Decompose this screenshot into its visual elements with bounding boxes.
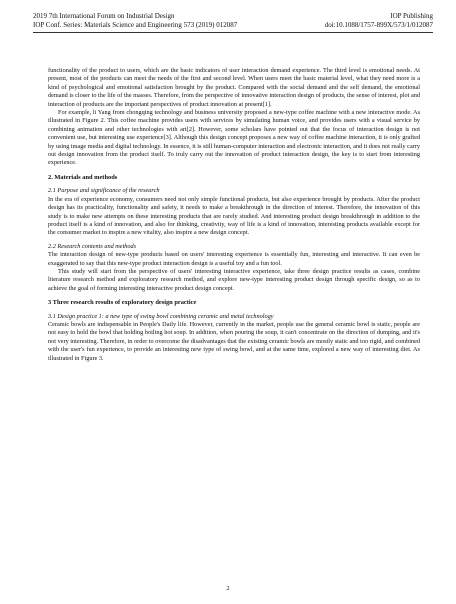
- paragraph: Ceramic bowls are indispensable in People's Daily life. However, currently in the market, people use the general ceramic bowl is static, people are not easy to hold the bowl that holding boiling hot soup. In addition, when pouring the soup, it can't concentrate on the direction of dumping, and it's not very interesting. Therefore, in order to overcome the disadvantages that the existing ceramic bowls are mostly static and too rigid, and combined with the user's fun experience, to provide an interesting new type of swing bowl, and at the same time, explored a new way of interesting diet. As illustrated in Figure 3.: [48, 320, 420, 362]
- paragraph: The interaction design of new-type products based on users' interesting experience is essentially fun, interesting and interactive. It can even be exaggerated to say that this new-type product interaction design is a useful toy and a fun tool.: [48, 251, 420, 267]
- running-header: [33, 12, 433, 30]
- conference-name: 2019 7th International Forum on Industrial Design: [33, 12, 175, 20]
- subsection-heading: 2.2 Research contents and methods: [48, 242, 137, 250]
- paragraph: For example, li Yang from chongqing technology and business university proposed a new-type coffee machine with a new interactive mode. As illustrated in Figure 2. This coffee machine provides users with services by simulating human voice, and provides users with a visual service by combining animation and other technologies with art[2]. However, some scholars have pointed out that the focus of interaction design is not convenient use, but interesting use experience[3]. Although this design concept proposes a new way of coffee machine interaction, it is only grafted by using image media and digital technology. In essence, it is still human-computer interaction and electronic interaction, and it does not really carry out design innovation from the product itself. To truly carry out the innovation of product interaction design, the key is to start from interesting experience.: [48, 109, 420, 167]
- section-heading: 2. Materials and methods: [48, 173, 118, 181]
- publisher-name: IOP Publishing: [390, 12, 433, 20]
- doi-link[interactable]: doi:10.1088/1757-899X/573/1/012087: [324, 21, 433, 29]
- paragraph: This study will start from the perspective of users' interesting interactive experience, take three design practice results as cases, combine literature research method and exploratory research method, and explore new-type interesting product design through specific design, so as to achieve the goal of forming interesting interactive product design concept.: [48, 267, 420, 292]
- subsection-heading: 3.1 Design practice 1: a new type of swing bowl combining ceramic and metal technology: [48, 312, 274, 320]
- journal-citation: IOP Conf. Series: Materials Science and Engineering 573 (2019) 012087: [33, 21, 238, 29]
- paragraph: functionality of the product to users, which are the basic indicators of user interaction demand experience. The third level is emotional needs. At present, most of the products can meet the needs of the first and second level. When users meet the basic material level, what they need more is a kind of psychological and emotional satisfaction brought by the product. Compared with the social demand and the self demand, the emotional demand is closer to the life of the masses. Therefore, from the perspective of innovative interaction design of products, the sense of interest, plot and interaction of products are the important perspectives of product innovation at present[1].: [48, 67, 420, 108]
- paragraph: In the era of experience economy, consumers need not only simple functional products, but also experience brought by products. After the product design has its practicality, functionality and safety, it needs to make a breakthrough in the direction of interest. Therefore, the innovation of this study is to make new attempts on these interesting products that are rarely studied. And interesting product design breakthrough in addition to the product itself is a kind of innovation, and also for thinking, creativity, way of life is a kind of innovation, interesting products available except for the consumer market to inspire a new vitality, also inspire a new design concept.: [48, 195, 420, 237]
- section-heading: 3 Three research results of exploratory design practice: [48, 299, 197, 307]
- subsection-heading: 2.1 Purpose and significance of the research: [48, 187, 160, 195]
- header-rule: [33, 32, 433, 33]
- page-number: 2: [226, 585, 230, 592]
- body-text: [48, 67, 420, 363]
